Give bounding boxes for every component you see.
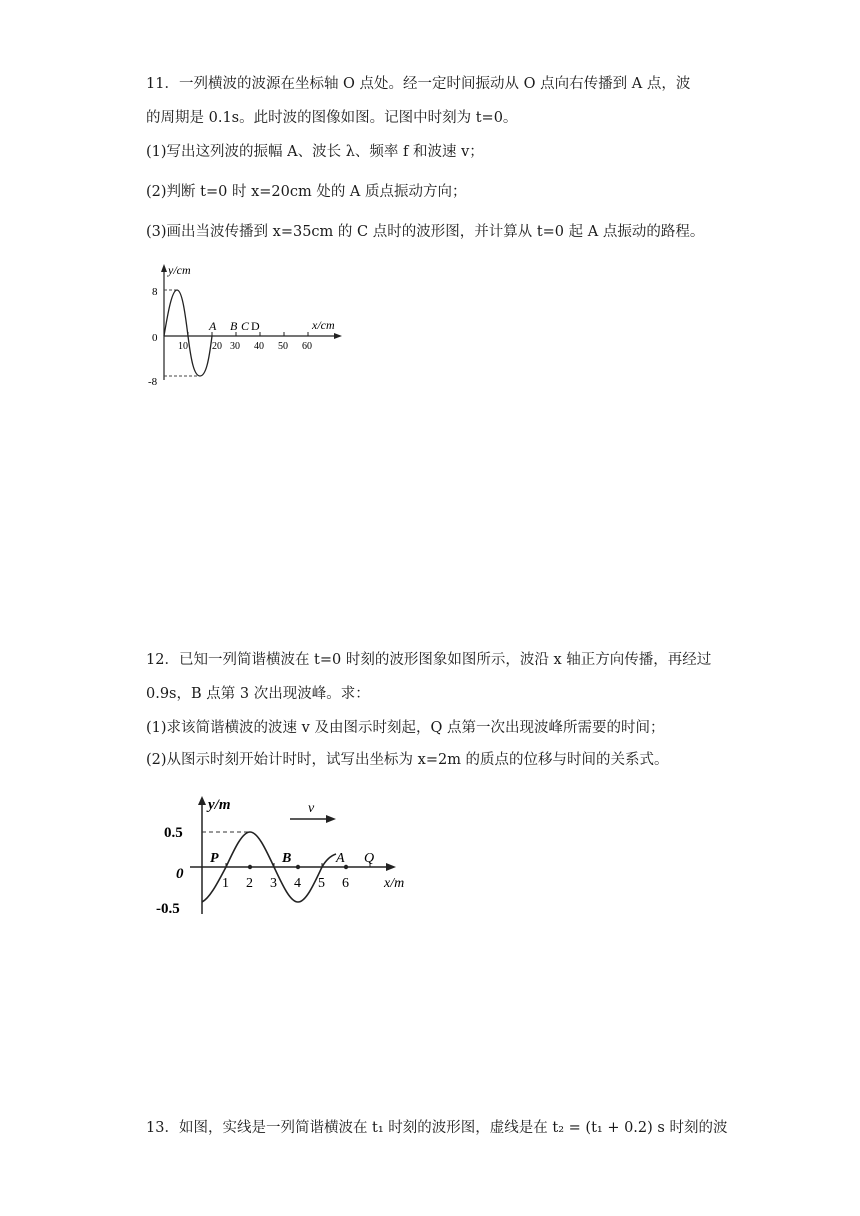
q11-x-tick-20: 20 [212, 341, 222, 352]
q11-line-3: (1)写出这列波的振幅 A、波长 λ、频率 f 和波速 v； [146, 144, 484, 160]
q12-y-tick-0: 0 [176, 866, 184, 882]
q12-velocity-arrowhead [326, 815, 336, 823]
q12-x-axis-arrow [386, 863, 396, 871]
q12-wave-figure [150, 790, 430, 920]
q12-point-b: B [282, 851, 292, 866]
q11-wave-figure [140, 262, 350, 388]
q11-y-tick-neg8: -8 [148, 376, 158, 388]
q11-x-axis-arrow [334, 333, 342, 339]
q12-line-4: (2)从图示时刻开始计时时，试写出坐标为 x=2m 的质点的位移与时间的关系式。 [146, 752, 669, 768]
q12-y-axis-arrow [198, 796, 206, 805]
q11-x-tick-10: 10 [178, 341, 188, 352]
q12-x-axis-label: x/m [384, 876, 405, 891]
q11-line-1: 11．一列横波的波源在坐标轴 O 点处。经一定时间振动从 O 点向右传播到 A 点，波 [146, 76, 691, 92]
q11-point-a: A [209, 319, 217, 333]
q12-y-tick-0-5: 0.5 [164, 825, 183, 841]
q11-y-axis-arrow [161, 264, 167, 272]
q12-x-tick-6: 6 [342, 876, 349, 891]
q11-x-tick-40: 40 [254, 341, 264, 352]
q11-x-axis-label: x/cm [312, 318, 335, 332]
q11-y-tick-0: 0 [152, 332, 158, 344]
q12-line-3: (1)求该简谐横波的波速 v 及由图示时刻起，Q 点第一次出现波峰所需要的时间； [146, 720, 665, 736]
q11-line-5: (3)画出当波传播到 x=35cm 的 C 点时的波形图，并计算从 t=0 起 A 点振动的路程。 [146, 224, 705, 240]
q12-y-tick-neg0-5: -0.5 [156, 901, 180, 917]
q11-y-tick-8: 8 [152, 286, 158, 298]
q12-point-a: A [336, 851, 345, 866]
q11-point-d: D [251, 319, 260, 333]
q11-x-tick-50: 50 [278, 341, 288, 352]
q12-x-tick-4: 4 [294, 876, 301, 891]
q11-line-2: 的周期是 0.1s。此时波的图像如图。记图中时刻为 t=0。 [146, 110, 518, 126]
q12-velocity-label: v [308, 801, 315, 816]
q12-line-2: 0.9s，B 点第 3 次出现波峰。求： [146, 686, 370, 702]
q12-x-tick-3: 3 [270, 876, 277, 891]
q12-line-1: 12．已知一列简谐横波在 t=0 时刻的波形图象如图所示，波沿 x 轴正方向传播，再经过 [146, 652, 712, 668]
q12-x-tick-2: 2 [246, 876, 253, 891]
q12-x-tick-1: 1 [222, 876, 229, 891]
q12-point-p: P [210, 851, 219, 866]
q12-point-q: Q [364, 851, 375, 866]
q11-line-4: (2)判断 t=0 时 x=20cm 处的 A 质点振动方向； [146, 184, 467, 200]
q12-y-axis-label: y/m [208, 797, 231, 813]
q11-y-axis-label: y/cm [168, 263, 191, 277]
q11-point-c: C [241, 319, 250, 333]
q11-x-tick-60: 60 [302, 341, 312, 352]
q11-point-b: B [230, 319, 238, 333]
q12-x-tick-5: 5 [318, 876, 325, 891]
q11-x-tick-30: 30 [230, 341, 240, 352]
q13-line-1: 13．如图，实线是一列简谐横波在 t₁ 时刻的波形图，虚线是在 t₂ = (t₁ + 0.2) s 时刻的波 [146, 1120, 728, 1136]
